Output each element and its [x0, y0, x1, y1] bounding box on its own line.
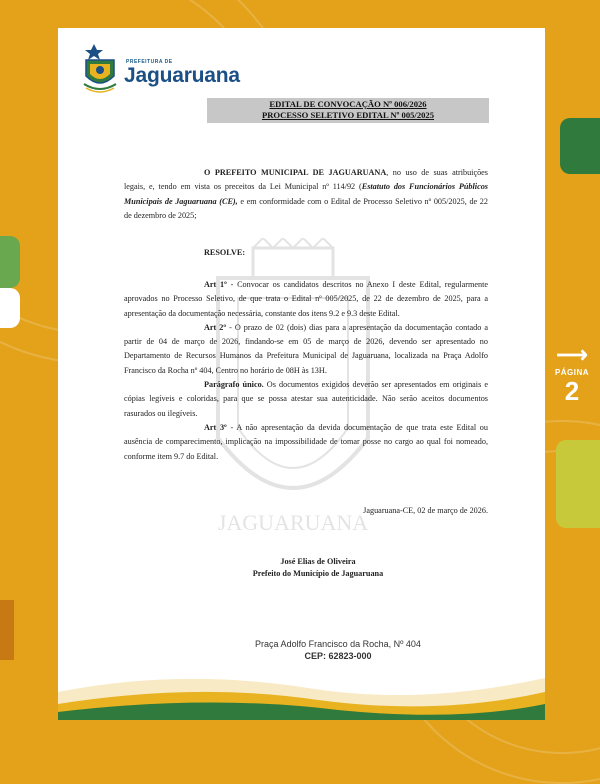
edital-header	[207, 98, 489, 123]
art2-text: - O prazo de 02 (dois) dias para a apresentação da documentação contado a partir de 04 de março de 2026, findando-se em 05 de março de 2026, devendo ser apresentado no Departamento de Recursos Humanos da Prefeitura Municipal de Jaguaruana, localizada na Praça Adolfo Francisco da Rocha nº 404, Centro no horário de 08H às 13H.	[124, 322, 488, 375]
articles	[124, 278, 488, 464]
art3-label: Art 3º	[204, 422, 227, 432]
intro-bold: O PREFEITO MUNICIPAL DE JAGUARUANA	[204, 168, 387, 177]
art1-label: Art 1º	[204, 280, 227, 289]
art3-text: - A não apresentação da devida documentação de que trata este Edital ou ausência de comparecimento, implicação na impossibilidade de tomar posse no cargo ao qual foi nomeado, conforme item 9.7 do Edital.	[124, 422, 488, 461]
document-page	[58, 28, 545, 720]
decorative-tab-left-green	[0, 236, 20, 288]
art1-text: - Convocar os candidatos descritos no Anexo I deste Edital, regularmente aprovados no Processo Seletivo, de que trata o Edital nº 005/2025, de 22 de dezembro de 2025, para a apresentação da documentação necessária, constante dos itens 9.2 e 9.3 deste Edital.	[124, 280, 488, 318]
prefeitura-label: PREFEITURA DE	[126, 59, 173, 65]
resolve-heading: RESOLVE:	[204, 248, 246, 257]
paragrafo-label: Parágrafo único.	[204, 380, 264, 390]
prefeitura-logo	[80, 42, 240, 98]
art2-label: Art 2º	[204, 322, 227, 332]
edital-subtitle: PROCESSO SELETIVO EDITAL Nº 005/2025	[261, 110, 435, 120]
footer-address: Praça Adolfo Francisco da Rocha, Nº 404	[255, 639, 421, 649]
date-line: Jaguaruana-CE, 02 de março de 2026.	[363, 506, 488, 515]
signatory-title: Prefeito do Município de Jaguaruana	[252, 569, 384, 578]
decorative-tab-left-white	[0, 288, 20, 328]
resolve-heading-wrap	[124, 246, 488, 260]
page-indicator[interactable]	[552, 344, 592, 405]
city-emblem-icon	[80, 42, 120, 94]
page-label: PÁGINA	[554, 368, 590, 377]
decorative-tab-lime	[556, 440, 600, 528]
edital-title: EDITAL DE CONVOCAÇÃO Nº 006/2026	[269, 99, 427, 109]
intro-text-2: e em conformidade com o Edital de Processo Seletivo nº 005/2025, de 22 de dezembro de 2025;	[124, 196, 488, 220]
intro-text-1: , no uso de suas atribuições legais, e, tendo em vista os preceitos da Lei Municipal nº 114/92 (	[124, 168, 488, 192]
city-name: Jaguaruana	[124, 64, 240, 87]
decorative-tab-green	[560, 118, 600, 174]
arrow-right-icon[interactable]: ⟶	[556, 342, 588, 367]
signatory-name: José Elias de Oliveira	[280, 557, 356, 566]
intro-paragraph	[124, 166, 488, 223]
footer-cep: CEP: 62823-000	[304, 651, 372, 661]
signature-block	[208, 556, 428, 580]
watermark-text: JAGUARUANA	[217, 510, 369, 535]
intro-italic: Estatuto dos Funcionários Públicos Municipais de Jaguaruana (CE),	[124, 182, 488, 206]
footer-address-block	[228, 638, 448, 662]
paragrafo-text: Os documentos exigidos deverão ser apresentados em originais e cópias legíveis e coloridas, para que se possa atestar sua autenticidade. Não serão aceitos documentos rasurados ou ilegíveis.	[124, 380, 488, 418]
decorative-tab-left-orange	[0, 600, 14, 660]
page-number: 2	[564, 376, 580, 406]
